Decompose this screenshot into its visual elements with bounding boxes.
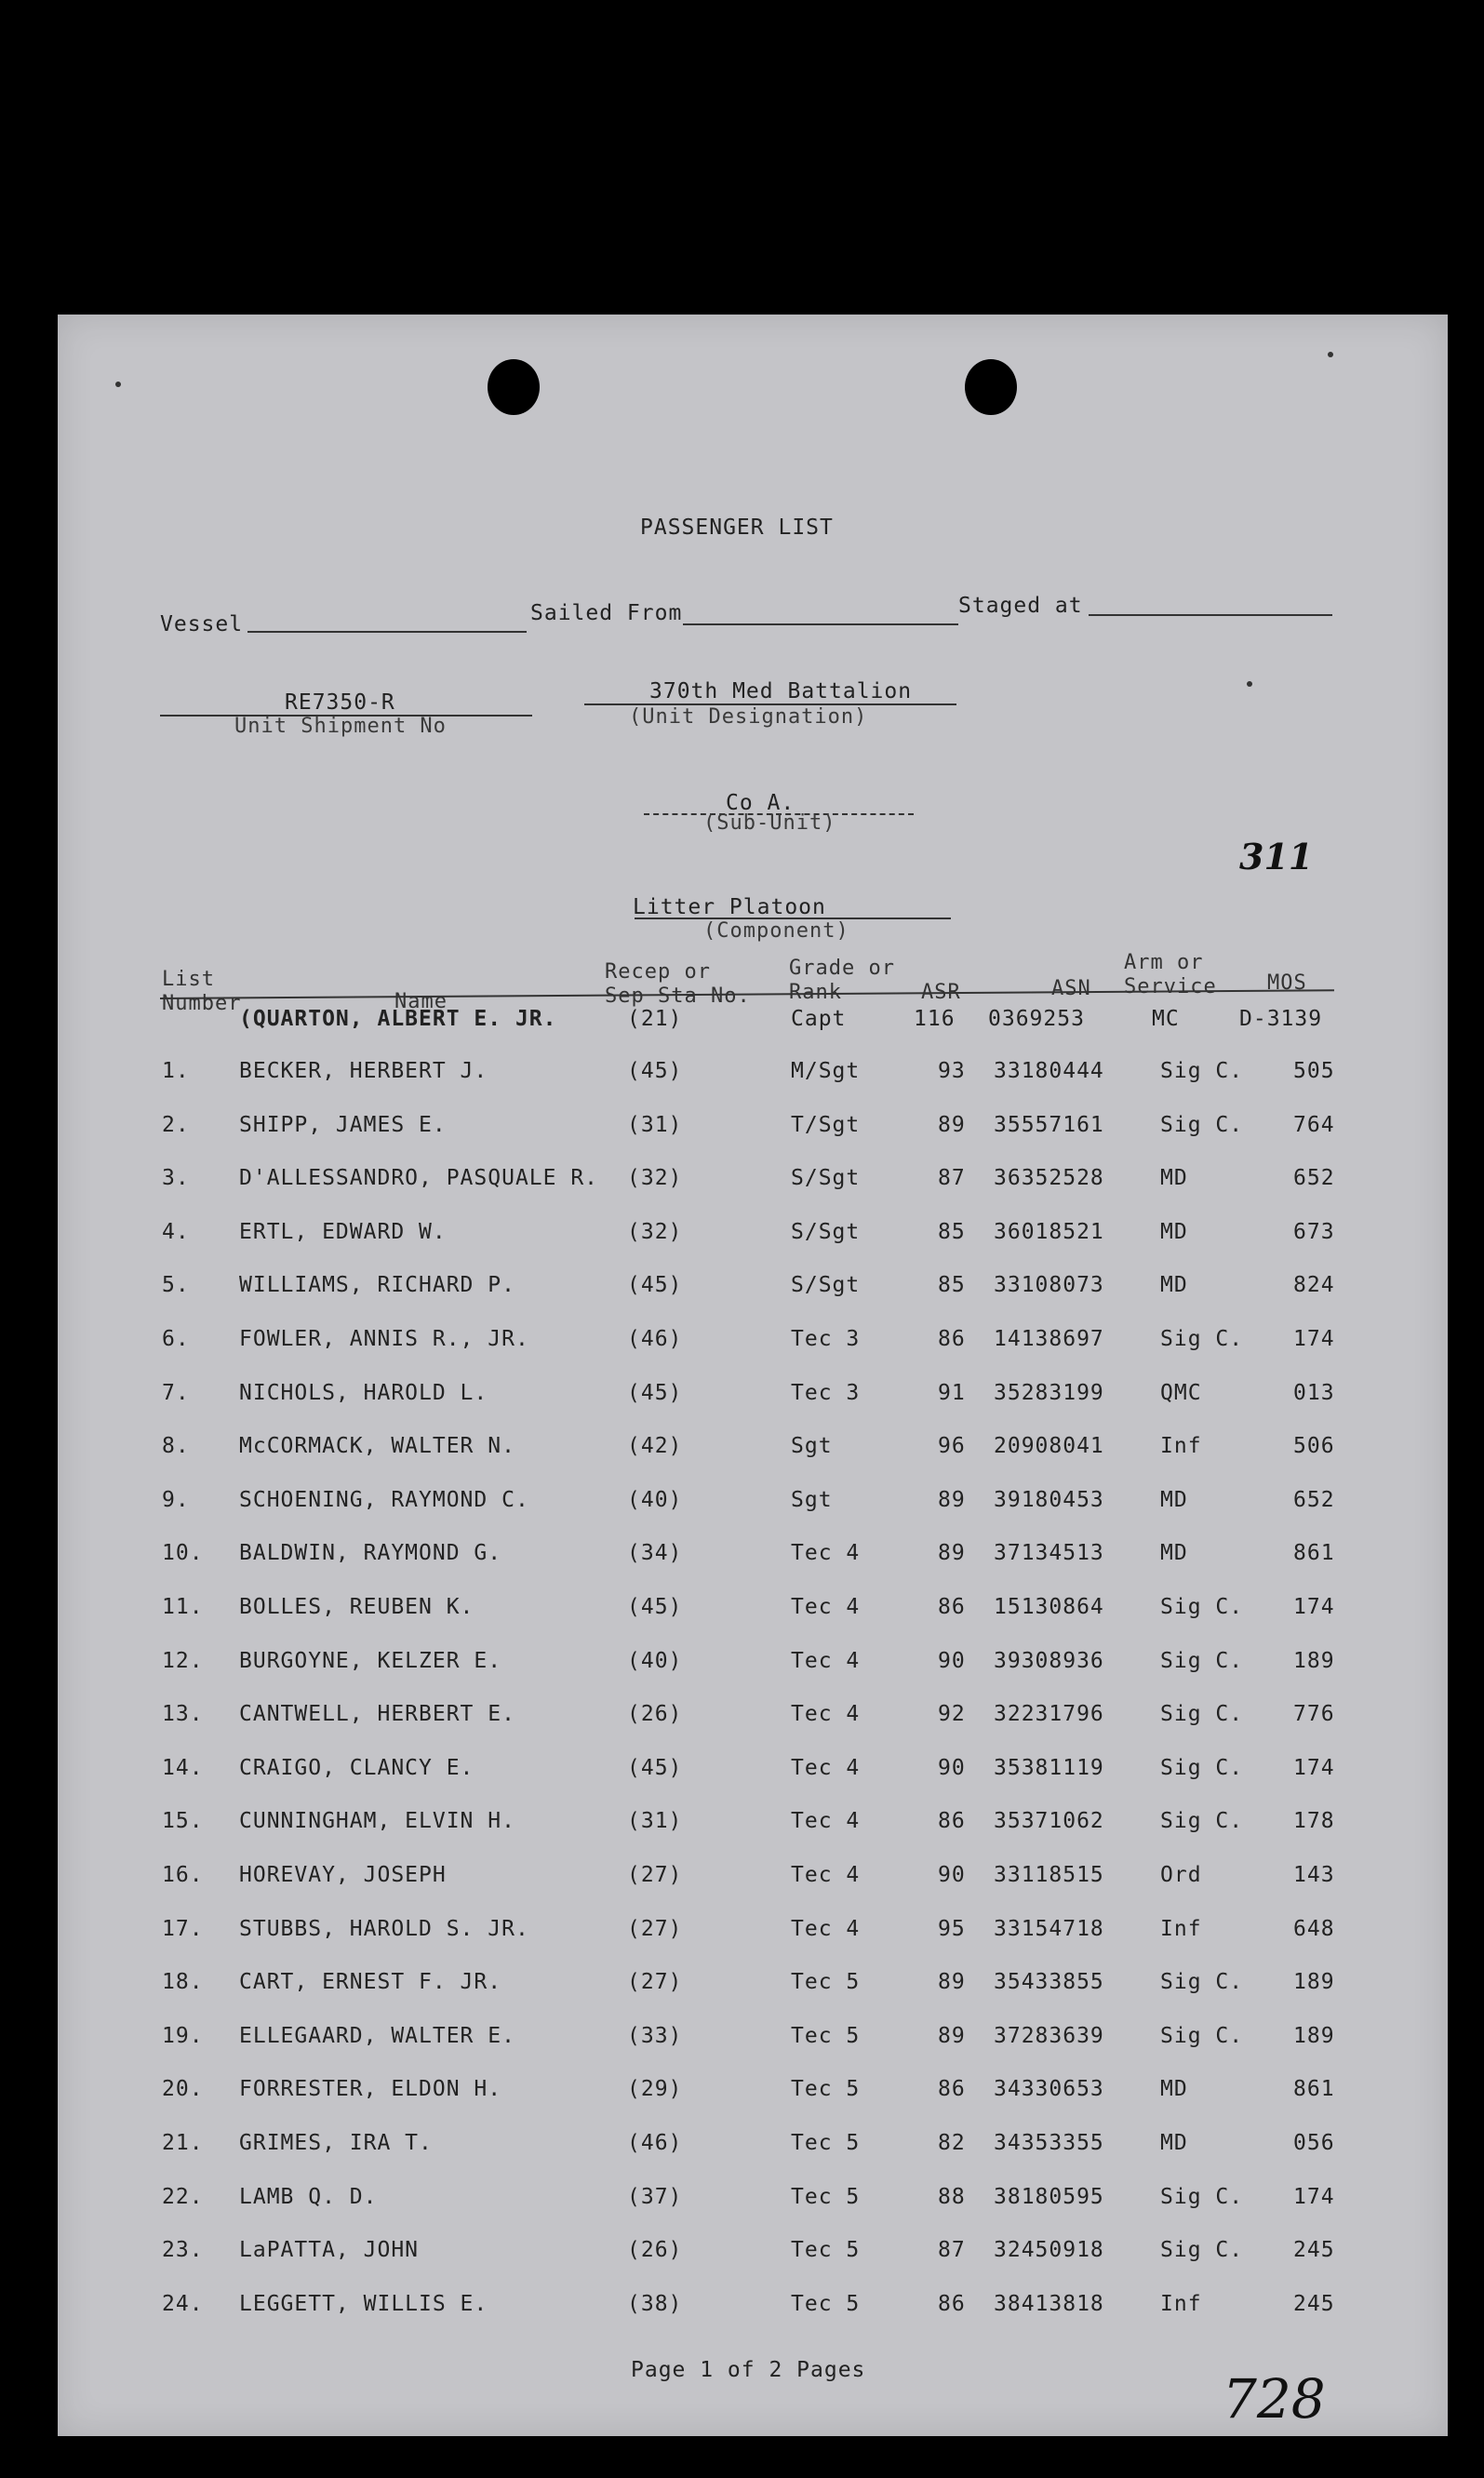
col-list-line1: List — [162, 968, 215, 991]
handwritten-number: 728 — [1223, 2367, 1326, 2431]
asr-score: 86 — [938, 1809, 966, 1834]
list-number: 1. — [162, 1059, 190, 1083]
station-number: (45) — [627, 1380, 683, 1405]
grade: Sgt — [791, 1434, 833, 1459]
table-row — [58, 1434, 1448, 1471]
list-number: 2. — [162, 1112, 190, 1137]
officer-mos: D-3139 — [1239, 1007, 1323, 1031]
table-row — [58, 1702, 1448, 1739]
station-number: (40) — [627, 1648, 683, 1673]
table-row — [58, 2185, 1448, 2222]
passenger-name: NICHOLS, HAROLD L. — [239, 1380, 488, 1405]
page-stamp-number: 311 — [1239, 836, 1314, 877]
list-number: 22. — [162, 2184, 204, 2209]
passenger-name: BURGOYNE, KELZER E. — [239, 1648, 502, 1673]
serial-number: 39308936 — [994, 1648, 1104, 1673]
grade: Tec 5 — [791, 2077, 861, 2102]
mos-code: 861 — [1293, 1541, 1335, 1566]
table-row-officer — [58, 1007, 1448, 1044]
mos-code: 143 — [1293, 1863, 1335, 1887]
asr-score: 89 — [938, 1970, 966, 1995]
table-row — [58, 1220, 1448, 1257]
list-number: 11. — [162, 1595, 204, 1619]
grade: Tec 5 — [791, 2184, 861, 2209]
table-row — [58, 2238, 1448, 2275]
speck — [1328, 352, 1333, 357]
staged-at-blank — [1089, 614, 1332, 616]
arm-of-service: Sig C. — [1160, 1755, 1244, 1780]
grade: Sgt — [791, 1487, 833, 1512]
passenger-name: HOREVAY, JOSEPH — [239, 1863, 447, 1887]
table-row — [58, 1970, 1448, 2007]
asr-score: 90 — [938, 1648, 966, 1673]
grade: Tec 4 — [791, 1755, 861, 1780]
arm-of-service: Sig C. — [1160, 2238, 1244, 2263]
document-sheet — [58, 315, 1448, 2436]
station-number: (45) — [627, 1755, 683, 1780]
station-number: (32) — [627, 1219, 683, 1244]
asr-score: 86 — [938, 2291, 966, 2316]
table-row — [58, 2131, 1448, 2168]
arm-of-service: Sig C. — [1160, 2023, 1244, 2048]
col-mos: MOS — [1267, 971, 1307, 995]
passenger-name: LaPATTA, JOHN — [239, 2238, 420, 2263]
sub-unit: Co A. — [726, 791, 795, 815]
serial-number: 14138697 — [994, 1327, 1104, 1351]
speck — [1247, 681, 1252, 687]
station-number: (46) — [627, 1327, 683, 1351]
asr-score: 88 — [938, 2184, 966, 2209]
grade: Tec 4 — [791, 1809, 861, 1834]
grade: Tec 3 — [791, 1327, 861, 1351]
mos-code: 776 — [1293, 1702, 1335, 1727]
table-row — [58, 1917, 1448, 1954]
table-row — [58, 1863, 1448, 1900]
serial-number: 38413818 — [994, 2291, 1104, 2316]
station-number: (42) — [627, 1434, 683, 1459]
mos-code: 056 — [1293, 2131, 1335, 2155]
mos-code: 764 — [1293, 1112, 1335, 1137]
mos-code: 189 — [1293, 1970, 1335, 1995]
arm-of-service: Sig C. — [1160, 1059, 1244, 1083]
col-grade-line1: Grade or — [789, 957, 895, 980]
unit-designation-label: (Unit Designation) — [629, 705, 868, 729]
list-number: 13. — [162, 1702, 204, 1727]
officer-grade: Capt — [791, 1007, 847, 1031]
table-row — [58, 1113, 1448, 1150]
arm-of-service: Sig C. — [1160, 1970, 1244, 1995]
table-row — [58, 1166, 1448, 1203]
grade: Tec 4 — [791, 1702, 861, 1727]
serial-number: 32450918 — [994, 2238, 1104, 2263]
mos-code: 174 — [1293, 2184, 1335, 2209]
list-number: 15. — [162, 1809, 204, 1834]
serial-number: 33108073 — [994, 1273, 1104, 1298]
serial-number: 37134513 — [994, 1541, 1104, 1566]
serial-number: 35371062 — [994, 1809, 1104, 1834]
grade: Tec 5 — [791, 2023, 861, 2048]
grade: T/Sgt — [791, 1112, 861, 1137]
station-number: (31) — [627, 1112, 683, 1137]
speck — [115, 382, 121, 387]
list-number: 17. — [162, 1916, 204, 1941]
page-footer: Page 1 of 2 Pages — [631, 2358, 866, 2382]
grade: Tec 5 — [791, 2131, 861, 2155]
passenger-name: GRIMES, IRA T. — [239, 2131, 433, 2155]
sailed-from-blank — [683, 623, 958, 625]
station-number: (27) — [627, 1970, 683, 1995]
col-arm-line1: Arm or — [1124, 951, 1204, 974]
asr-score: 93 — [938, 1059, 966, 1083]
serial-number: 33118515 — [994, 1863, 1104, 1887]
asr-score: 87 — [938, 1166, 966, 1191]
arm-of-service: Sig C. — [1160, 2184, 1244, 2209]
col-grade-line2: Rank — [789, 981, 842, 1004]
grade: Tec 4 — [791, 1595, 861, 1619]
station-number: (26) — [627, 2238, 683, 2263]
passenger-name: LAMB Q. D. — [239, 2184, 378, 2209]
col-recep-line1: Recep or — [605, 960, 711, 984]
sailed-from-label: Sailed From — [530, 601, 683, 625]
arm-of-service: Sig C. — [1160, 1809, 1244, 1834]
serial-number: 38180595 — [994, 2184, 1104, 2209]
mos-code: 013 — [1293, 1380, 1335, 1405]
passenger-name: BALDWIN, RAYMOND G. — [239, 1541, 502, 1566]
asr-score: 90 — [938, 1755, 966, 1780]
table-row — [58, 2024, 1448, 2061]
list-number: 4. — [162, 1219, 190, 1244]
serial-number: 36352528 — [994, 1166, 1104, 1191]
vessel-blank — [247, 631, 527, 633]
arm-of-service: Sig C. — [1160, 1595, 1244, 1619]
passenger-name: WILLIAMS, RICHARD P. — [239, 1273, 515, 1298]
mos-code: 245 — [1293, 2291, 1335, 2316]
arm-of-service: MD — [1160, 1487, 1188, 1512]
grade: Tec 4 — [791, 1863, 861, 1887]
vessel-label: Vessel — [160, 612, 244, 636]
station-number: (29) — [627, 2077, 683, 2102]
grade: Tec 4 — [791, 1916, 861, 1941]
passenger-name: FOWLER, ANNIS R., JR. — [239, 1327, 529, 1351]
col-recep-line2: Sep Sta No. — [605, 985, 751, 1008]
document-title: PASSENGER LIST — [640, 516, 834, 540]
table-row — [58, 1541, 1448, 1578]
sub-unit-label: (Sub-Unit) — [703, 811, 836, 835]
passenger-name: CANTWELL, HERBERT E. — [239, 1702, 515, 1727]
passenger-name: ELLEGAARD, WALTER E. — [239, 2023, 515, 2048]
asr-score: 89 — [938, 1487, 966, 1512]
serial-number: 35283199 — [994, 1380, 1104, 1405]
asr-score: 91 — [938, 1380, 966, 1405]
passenger-name: FORRESTER, ELDON H. — [239, 2077, 502, 2102]
serial-number: 39180453 — [994, 1487, 1104, 1512]
list-number: 5. — [162, 1273, 190, 1298]
serial-number: 36018521 — [994, 1219, 1104, 1244]
asr-score: 86 — [938, 1327, 966, 1351]
serial-number: 34330653 — [994, 2077, 1104, 2102]
mos-code: 174 — [1293, 1327, 1335, 1351]
station-number: (32) — [627, 1166, 683, 1191]
station-number: (45) — [627, 1059, 683, 1083]
asr-score: 92 — [938, 1702, 966, 1727]
mos-code: 652 — [1293, 1166, 1335, 1191]
serial-number: 35381119 — [994, 1755, 1104, 1780]
table-row — [58, 1488, 1448, 1525]
list-number: 16. — [162, 1863, 204, 1887]
arm-of-service: Inf — [1160, 1434, 1202, 1459]
grade: M/Sgt — [791, 1059, 861, 1083]
list-number: 18. — [162, 1970, 204, 1995]
col-arm-line2: Service — [1124, 975, 1217, 998]
list-number: 21. — [162, 2131, 204, 2155]
mos-code: 189 — [1293, 2023, 1335, 2048]
grade: Tec 3 — [791, 1380, 861, 1405]
arm-of-service: Inf — [1160, 2291, 1202, 2316]
unit-shipment-no: RE7350-R — [285, 690, 395, 715]
asr-score: 87 — [938, 2238, 966, 2263]
grade: Tec 5 — [791, 1970, 861, 1995]
grade: S/Sgt — [791, 1273, 861, 1298]
arm-of-service: MD — [1160, 1541, 1188, 1566]
grade: S/Sgt — [791, 1219, 861, 1244]
arm-of-service: Inf — [1160, 1916, 1202, 1941]
table-row — [58, 1059, 1448, 1096]
table-row — [58, 1809, 1448, 1846]
table-row — [58, 1381, 1448, 1418]
mos-code: 505 — [1293, 1059, 1335, 1083]
serial-number: 15130864 — [994, 1595, 1104, 1619]
mos-code: 174 — [1293, 1595, 1335, 1619]
asr-score: 96 — [938, 1434, 966, 1459]
mos-code: 648 — [1293, 1916, 1335, 1941]
mos-code: 861 — [1293, 2077, 1335, 2102]
asr-score: 85 — [938, 1273, 966, 1298]
passenger-name: SHIPP, JAMES E. — [239, 1112, 447, 1137]
station-number: (38) — [627, 2291, 683, 2316]
arm-of-service: Ord — [1160, 1863, 1202, 1887]
mos-code: 178 — [1293, 1809, 1335, 1834]
grade: Tec 5 — [791, 2238, 861, 2263]
mos-code: 174 — [1293, 1755, 1335, 1780]
unit-shipment-label: Unit Shipment No — [234, 715, 447, 738]
list-number: 14. — [162, 1755, 204, 1780]
passenger-name: McCORMACK, WALTER N. — [239, 1434, 515, 1459]
officer-name: (QUARTON, ALBERT E. JR. — [239, 1007, 557, 1031]
passenger-name: CUNNINGHAM, ELVIN H. — [239, 1809, 515, 1834]
serial-number: 20908041 — [994, 1434, 1104, 1459]
list-number: 7. — [162, 1380, 190, 1405]
asr-score: 89 — [938, 1112, 966, 1137]
table-row — [58, 2077, 1448, 2114]
table-row — [58, 1649, 1448, 1686]
serial-number: 37283639 — [994, 2023, 1104, 2048]
station-number: (46) — [627, 2131, 683, 2155]
list-number: 3. — [162, 1166, 190, 1191]
grade: S/Sgt — [791, 1166, 861, 1191]
serial-number: 33154718 — [994, 1916, 1104, 1941]
list-number: 10. — [162, 1541, 204, 1566]
arm-of-service: QMC — [1160, 1380, 1202, 1405]
station-number: (27) — [627, 1916, 683, 1941]
list-number: 20. — [162, 2077, 204, 2102]
passenger-name: BOLLES, REUBEN K. — [239, 1595, 475, 1619]
asr-score: 95 — [938, 1916, 966, 1941]
asr-score: 89 — [938, 1541, 966, 1566]
list-number: 8. — [162, 1434, 190, 1459]
arm-of-service: MD — [1160, 2131, 1188, 2155]
mos-code: 652 — [1293, 1487, 1335, 1512]
officer-asn: 0369253 — [988, 1007, 1085, 1031]
grade: Tec 4 — [791, 1541, 861, 1566]
arm-of-service: MD — [1160, 1219, 1188, 1244]
passenger-name: ERTL, EDWARD W. — [239, 1219, 447, 1244]
station-number: (40) — [627, 1487, 683, 1512]
station-number: (45) — [627, 1595, 683, 1619]
passenger-name: STUBBS, HAROLD S. JR. — [239, 1916, 529, 1941]
list-number: 23. — [162, 2238, 204, 2263]
grade: Tec 5 — [791, 2291, 861, 2316]
mos-code: 245 — [1293, 2238, 1335, 2263]
serial-number: 35433855 — [994, 1970, 1104, 1995]
mos-code: 189 — [1293, 1648, 1335, 1673]
serial-number: 33180444 — [994, 1059, 1104, 1083]
arm-of-service: Sig C. — [1160, 1327, 1244, 1351]
arm-of-service: Sig C. — [1160, 1702, 1244, 1727]
component: Litter Platoon — [633, 895, 826, 919]
officer-arm: MC — [1152, 1007, 1180, 1031]
passenger-name: SCHOENING, RAYMOND C. — [239, 1487, 529, 1512]
component-label: (Component) — [703, 919, 849, 943]
station-number: (31) — [627, 1809, 683, 1834]
serial-number: 34353355 — [994, 2131, 1104, 2155]
asr-score: 86 — [938, 2077, 966, 2102]
asr-score: 86 — [938, 1595, 966, 1619]
table-row — [58, 1273, 1448, 1310]
mos-code: 506 — [1293, 1434, 1335, 1459]
station-number: (27) — [627, 1863, 683, 1887]
serial-number: 32231796 — [994, 1702, 1104, 1727]
arm-of-service: MD — [1160, 1166, 1188, 1191]
arm-of-service: MD — [1160, 1273, 1188, 1298]
arm-of-service: Sig C. — [1160, 1112, 1244, 1137]
station-number: (26) — [627, 1702, 683, 1727]
asr-score: 82 — [938, 2131, 966, 2155]
punch-hole-right — [965, 359, 1017, 415]
table-row — [58, 1595, 1448, 1632]
officer-asr: 116 — [914, 1007, 956, 1031]
table-row — [58, 1327, 1448, 1364]
station-number: (45) — [627, 1273, 683, 1298]
asr-score: 89 — [938, 2023, 966, 2048]
station-number: (34) — [627, 1541, 683, 1566]
list-number: 6. — [162, 1327, 190, 1351]
staged-at-label: Staged at — [958, 594, 1083, 618]
unit-designation: 370th Med Battalion — [649, 679, 913, 703]
list-number: 24. — [162, 2291, 204, 2316]
mos-code: 824 — [1293, 1273, 1335, 1298]
passenger-name: LEGGETT, WILLIS E. — [239, 2291, 488, 2316]
col-asn: ASN — [1051, 977, 1091, 1000]
punch-hole-left — [488, 359, 540, 415]
col-name: Name — [394, 990, 448, 1013]
arm-of-service: Sig C. — [1160, 1648, 1244, 1673]
col-list-line2: Number — [162, 992, 242, 1015]
col-asr: ASR — [921, 981, 961, 1004]
passenger-name: D'ALLESSANDRO, PASQUALE R. — [239, 1166, 599, 1191]
officer-sta: (21) — [627, 1007, 683, 1031]
list-number: 19. — [162, 2023, 204, 2048]
arm-of-service: MD — [1160, 2077, 1188, 2102]
list-number: 12. — [162, 1648, 204, 1673]
table-row — [58, 2292, 1448, 2329]
list-number: 9. — [162, 1487, 190, 1512]
asr-score: 85 — [938, 1219, 966, 1244]
grade: Tec 4 — [791, 1648, 861, 1673]
asr-score: 90 — [938, 1863, 966, 1887]
table-row — [58, 1756, 1448, 1793]
station-number: (37) — [627, 2184, 683, 2209]
station-number: (33) — [627, 2023, 683, 2048]
mos-code: 673 — [1293, 1219, 1335, 1244]
passenger-name: BECKER, HERBERT J. — [239, 1059, 488, 1083]
serial-number: 35557161 — [994, 1112, 1104, 1137]
passenger-name: CART, ERNEST F. JR. — [239, 1970, 502, 1995]
passenger-name: CRAIGO, CLANCY E. — [239, 1755, 475, 1780]
